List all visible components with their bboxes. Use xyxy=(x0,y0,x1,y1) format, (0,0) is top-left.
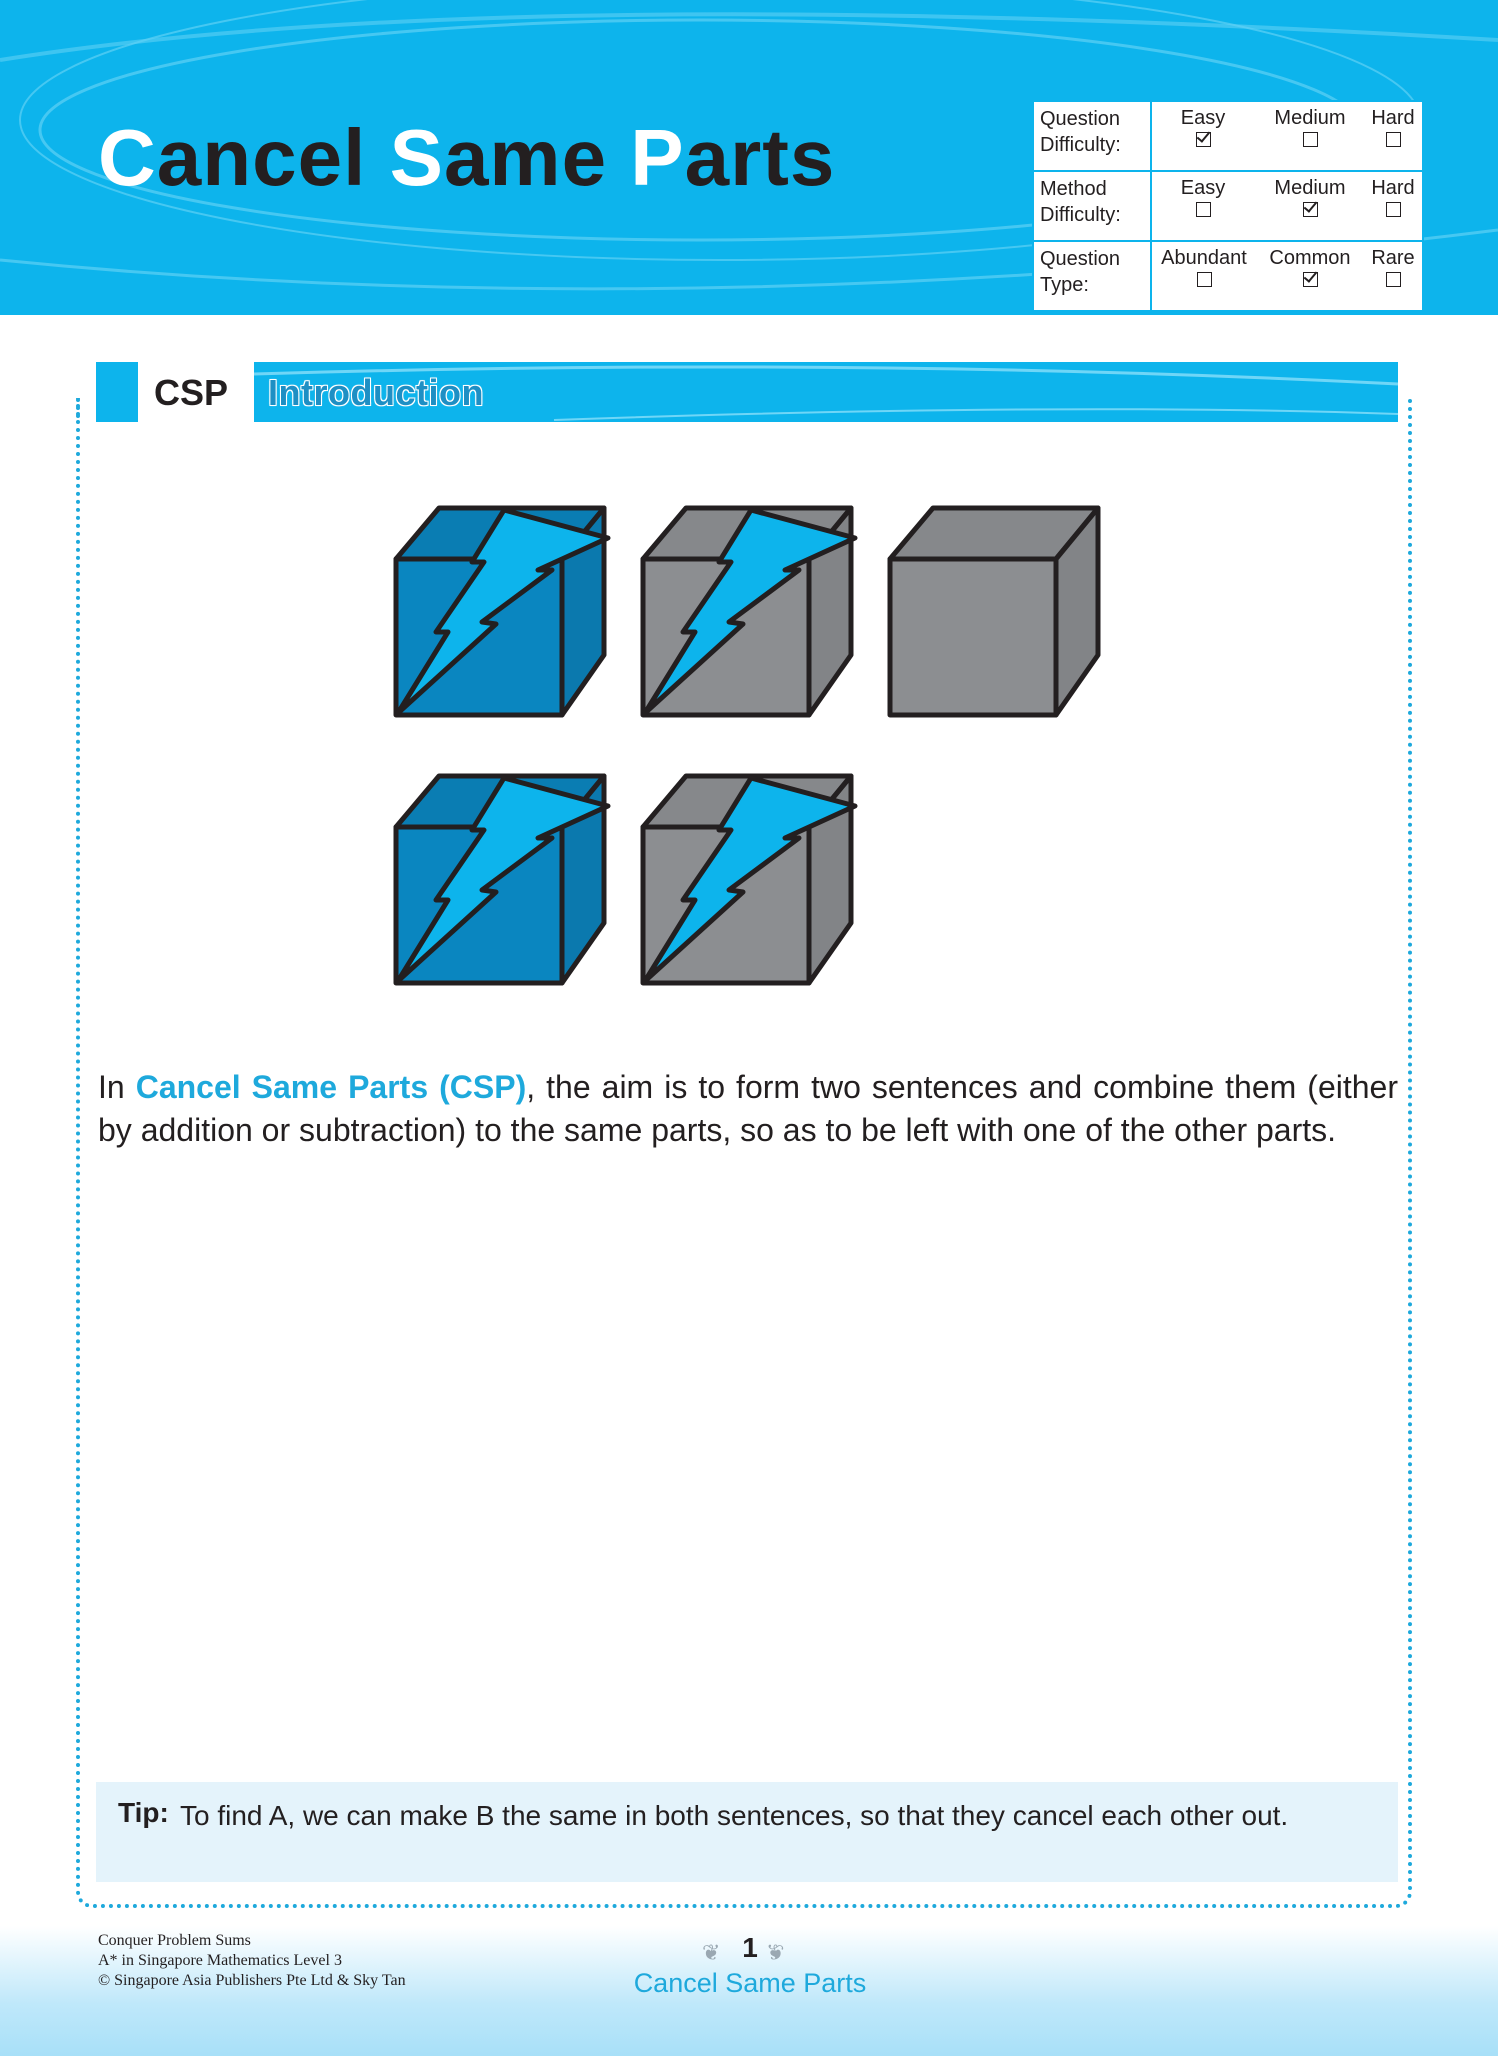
cubes-illustration xyxy=(380,490,1120,990)
option-rare: Rare xyxy=(1366,246,1420,287)
option-easy: Easy xyxy=(1158,106,1248,147)
left-ornament-icon: ❦ xyxy=(702,1940,721,1965)
blue-cube-with-lightning xyxy=(396,776,608,983)
credit-copyright: © Singapore Asia Publishers Pte Ltd & Sky Tan xyxy=(98,1972,406,1989)
checkbox-empty-icon xyxy=(1386,272,1401,287)
difficulty-row-method xyxy=(1033,171,1423,241)
checkbox-checked-icon xyxy=(1303,272,1318,287)
option-medium: Medium xyxy=(1260,106,1360,147)
difficulty-table xyxy=(1032,100,1424,312)
grey-cube-with-lightning xyxy=(643,508,855,715)
option-easy: Easy xyxy=(1158,176,1248,217)
intro-paragraph: In Cancel Same Parts (CSP), the aim is to form two sentences and combine them (either by addition or subtraction) to the same parts, so as to be left with one of the other parts. xyxy=(98,1069,1398,1148)
footer-credits xyxy=(98,1931,406,1991)
difficulty-options xyxy=(1151,101,1423,171)
title-word-ame: ame xyxy=(443,113,631,202)
checkbox-checked-icon xyxy=(1196,132,1211,147)
credit-book-title: Conquer Problem Sums xyxy=(98,1932,251,1949)
difficulty-options xyxy=(1151,171,1423,241)
option-hard: Hard xyxy=(1366,106,1420,147)
page-header xyxy=(0,0,1498,315)
title-letter-c: C xyxy=(98,113,157,202)
difficulty-row-label: Method Difficulty: xyxy=(1033,171,1151,241)
tip-box xyxy=(96,1782,1398,1882)
title-word-ancel: ancel xyxy=(156,113,390,202)
page-number: 1 xyxy=(742,1932,758,1963)
section-code: CSP xyxy=(154,372,229,413)
checkbox-checked-icon xyxy=(1303,202,1318,217)
section-marker-square xyxy=(96,362,138,422)
section-title-bar xyxy=(254,362,1398,422)
option-abundant: Abundant xyxy=(1154,246,1254,287)
checkbox-empty-icon xyxy=(1386,132,1401,147)
grey-cube-with-lightning xyxy=(643,776,855,983)
title-letter-p: P xyxy=(630,113,685,202)
checkbox-empty-icon xyxy=(1197,272,1212,287)
credit-series: A* in Singapore Mathematics Level 3 xyxy=(98,1952,342,1969)
option-common: Common xyxy=(1260,246,1360,287)
difficulty-row-question xyxy=(1033,101,1423,171)
difficulty-row-label: Question Difficulty: xyxy=(1033,101,1151,171)
checkbox-empty-icon xyxy=(1386,202,1401,217)
difficulty-row-type xyxy=(1033,241,1423,311)
checkbox-empty-icon xyxy=(1303,132,1318,147)
title-word-arts: arts xyxy=(684,113,836,202)
section-title: Introduction xyxy=(268,372,484,413)
grey-cube xyxy=(890,508,1098,715)
tip-label: Tip: xyxy=(118,1797,169,1828)
difficulty-row-label: Question Type: xyxy=(1033,241,1151,311)
option-medium: Medium xyxy=(1260,176,1360,217)
footer-chapter-title: Cancel Same Parts xyxy=(633,1968,867,1998)
option-hard: Hard xyxy=(1366,176,1420,217)
method-name-highlight: Cancel Same Parts (CSP) xyxy=(135,1069,527,1105)
section-header xyxy=(96,362,1398,422)
page-title xyxy=(98,113,836,202)
right-ornament-icon: ❦ xyxy=(766,1940,785,1965)
tip-text: To find A, we can make B the same in both sentences, so that they cancel each other out. xyxy=(180,1800,1289,1831)
blue-cube-with-lightning xyxy=(396,508,608,715)
difficulty-options xyxy=(1151,241,1423,311)
title-letter-s: S xyxy=(389,113,444,202)
checkbox-empty-icon xyxy=(1196,202,1211,217)
